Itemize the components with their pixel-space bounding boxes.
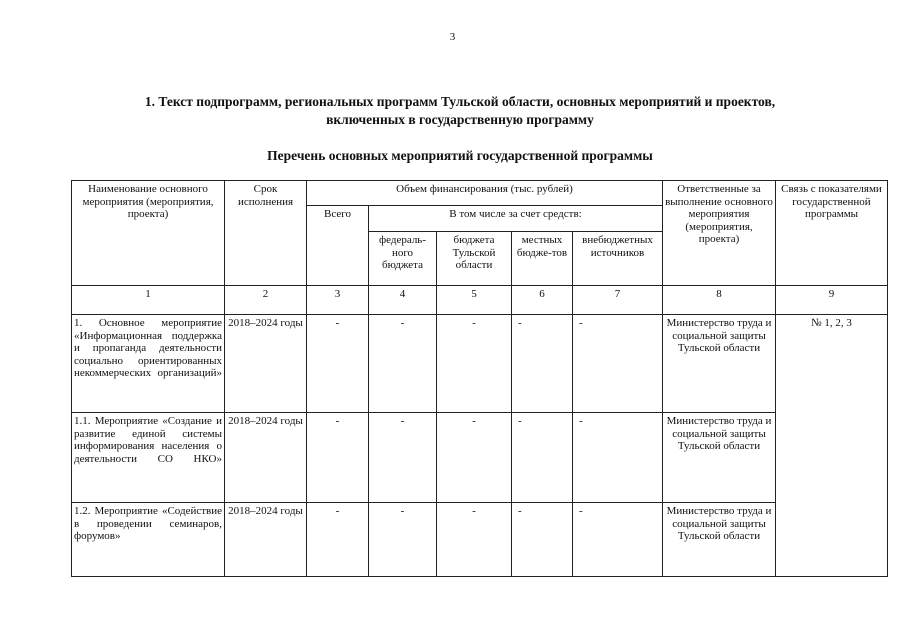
header-including: В том числе за счет средств: [369,206,663,232]
measure-term: 2018–2024 годы [225,503,307,577]
regional-value: - [437,503,512,577]
column-number: 7 [573,286,663,315]
indicator-link: № 1, 2, 3 [776,315,888,577]
column-number: 1 [72,286,225,315]
column-number: 3 [307,286,369,315]
header-federal: федераль-ного бюджета [369,232,437,286]
measure-name: 1.2. Мероприятие «Содействие в проведении семинаров, форумов» [72,503,225,577]
title-line-2: включенных в государственную программу [326,112,594,127]
title-line-1: 1. Текст подпрограмм, региональных программ Тульской области, основных мероприятий и проектов, [144,94,776,109]
column-number: 4 [369,286,437,315]
column-number: 2 [225,286,307,315]
document-title [80,93,840,129]
measure-name: 1. Основное мероприятие «Информационная поддержка и пропаганда деятельности социально ориентированных некоммерческих организаций» [72,315,225,413]
extra-value: - [573,413,663,503]
header-responsible: Ответственные за выполнение основного мероприятия (мероприятия, проекта) [663,181,776,286]
extra-value: - [573,315,663,413]
local-value: - [512,503,573,577]
measure-term: 2018–2024 годы [225,413,307,503]
local-value: - [512,413,573,503]
total-value: - [307,503,369,577]
header-regional: бюджета Тульской области [437,232,512,286]
measures-table [71,180,888,577]
page-number: 3 [449,31,456,43]
total-value: - [307,413,369,503]
header-name: Наименование основного мероприятия (мероприятия, проекта) [72,181,225,286]
table-subtitle: Перечень основных мероприятий государственной программы [267,148,653,163]
header-term: Срок исполнения [225,181,307,286]
federal-value: - [369,503,437,577]
table-row [72,315,888,413]
measure-term: 2018–2024 годы [225,315,307,413]
column-number: 6 [512,286,573,315]
responsible-org: Министерство труда и социальной защиты Тульской области [663,503,776,577]
responsible-org: Министерство труда и социальной защиты Тульской области [663,413,776,503]
column-number: 5 [437,286,512,315]
extra-value: - [573,503,663,577]
measure-name: 1.1. Мероприятие «Создание и развитие единой системы информирования населения о деятельности СО НКО» [72,413,225,503]
header-total: Всего [307,206,369,286]
regional-value: - [437,315,512,413]
column-numbers-row [72,286,888,315]
header-funding: Объем финансирования (тыс. рублей) [307,181,663,206]
local-value: - [512,315,573,413]
federal-value: - [369,315,437,413]
responsible-org: Министерство труда и социальной защиты Тульской области [663,315,776,413]
table-row [72,503,888,577]
header-link: Связь с показателями государственной программы [776,181,888,286]
federal-value: - [369,413,437,503]
header-local: местных бюдже-тов [512,232,573,286]
header-extra: внебюджетных источников [573,232,663,286]
table-row [72,413,888,503]
column-number: 8 [663,286,776,315]
total-value: - [307,315,369,413]
column-number: 9 [776,286,888,315]
regional-value: - [437,413,512,503]
